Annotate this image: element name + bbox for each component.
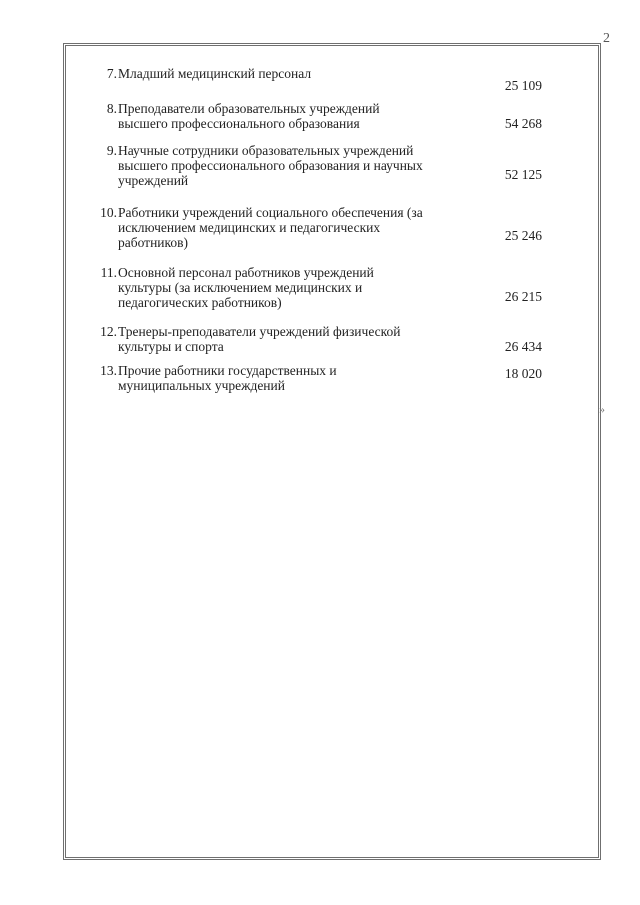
row-description-line: Работники учреждений социального обеспечения (за — [118, 205, 423, 220]
row-description — [118, 324, 458, 354]
row-description — [118, 363, 458, 393]
row-description-line: исключением медицинских и педагогических — [118, 220, 381, 235]
row-description-line: Тренеры-преподаватели учреждений физической — [118, 324, 401, 339]
page-number: 2 — [603, 31, 610, 46]
row-description — [118, 66, 458, 81]
row-value: 52 125 — [504, 167, 542, 182]
row-value: 18 020 — [504, 366, 542, 381]
row-number: 9. — [106, 143, 117, 158]
row-description — [118, 143, 458, 188]
row-value: 25 246 — [504, 228, 542, 243]
end-quote-mark: » — [599, 402, 605, 416]
row-value: 26 215 — [504, 289, 542, 304]
row-number: 8. — [106, 101, 117, 116]
row-description-line: педагогических работников) — [118, 295, 282, 310]
row-value: 54 268 — [504, 116, 542, 131]
row-number: 12. — [100, 324, 117, 339]
row-number: 10. — [100, 205, 117, 220]
row-description-line: Преподаватели образовательных учреждений — [118, 101, 380, 116]
row-description-line: Научные сотрудники образовательных учреждений — [118, 143, 414, 158]
row-description — [118, 205, 458, 250]
row-description-line: культуры и спорта — [118, 339, 224, 354]
row-description — [118, 101, 458, 131]
row-description — [118, 265, 458, 310]
table-frame — [63, 43, 601, 860]
row-description-line: Прочие работники государственных и — [118, 363, 337, 378]
row-description-line: культуры (за исключением медицинских и — [118, 280, 363, 295]
row-description-line: Младший медицинский персонал — [118, 66, 312, 81]
row-description-line: учреждений — [118, 173, 189, 188]
row-description-line: муниципальных учреждений — [118, 378, 285, 393]
row-number: 11. — [100, 265, 117, 280]
row-description-line: Основной персонал работников учреждений — [118, 265, 374, 280]
row-description-line: работников) — [118, 235, 189, 250]
row-number: 7. — [106, 66, 117, 81]
row-value: 25 109 — [504, 78, 542, 93]
row-description-line: высшего профессионального образования и научных — [118, 158, 423, 173]
row-description-line: высшего профессионального образования — [118, 116, 360, 131]
row-value: 26 434 — [504, 339, 542, 354]
row-number: 13. — [100, 363, 117, 378]
